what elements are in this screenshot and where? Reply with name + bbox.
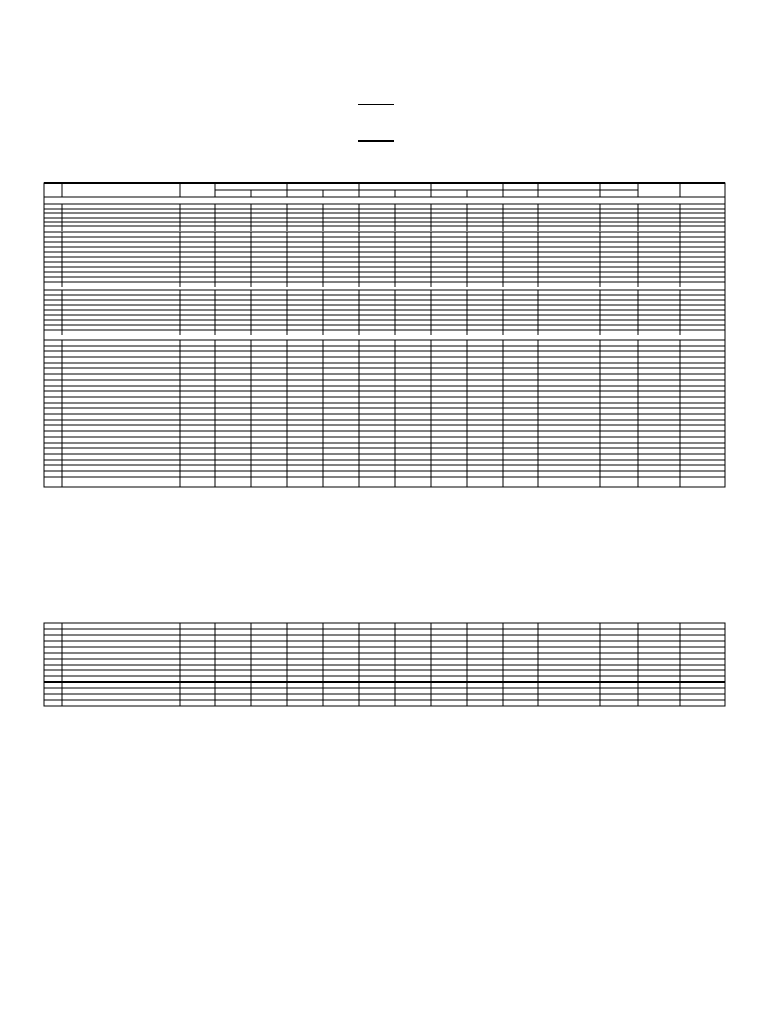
- main-table-border: [44, 183, 725, 487]
